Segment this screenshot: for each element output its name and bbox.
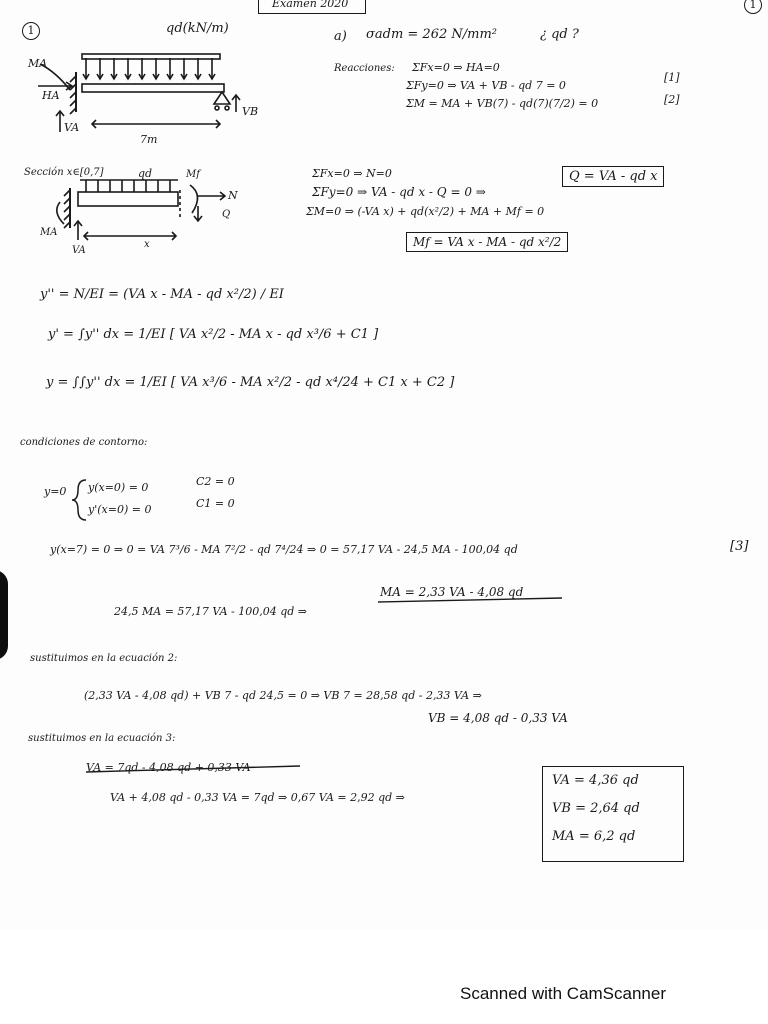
page-number-right: 1 [744,0,762,14]
load-arrows [83,58,215,79]
y-deflection: y = ∫∫y'' dx = 1/EI [ VA x³/6 - MA x²/2 - qd x⁴/24 + C1 x + C2 ] [46,375,455,390]
length-label: 7m [140,133,158,146]
ma-equation: 24,5 MA = 57,17 VA - 100,04 qd ⇒ [114,605,308,618]
section-load: qd [138,167,153,180]
sec-eq-fy: ΣFy=0 ⇒ VA - qd x - Q = 0 ⇒ [312,185,486,199]
section-q: Q [222,209,231,220]
result-vb: VB = 2,64 qd [552,801,640,816]
crossed-line: VA = 7qd - 4,08 qd + 0,33 VA [86,761,251,774]
problem-number-left: 1 [22,22,40,40]
sub-eq2: (2,33 VA - 4,08 qd) + VB 7 - qd 24,5 = 0 ⇒ VB 7 = 28,58 qd - 2,33 VA ⇒ [84,689,482,702]
section-ma: MA [40,227,58,238]
eq-1-tag: [1] [664,71,680,84]
load-label: qd(kN/m) [166,21,229,36]
mf-boxed: Mf = VA x - MA - qd x²/2 [406,232,568,252]
y-second-deriv: y'' = N/EI = (VA x - MA - qd x²/2) / EI [40,287,284,302]
result-ma: MA = 6,2 qd [552,829,636,844]
eq-fx: ΣFx=0 ⇒ HA=0 [412,61,500,74]
sec-eq-fx: ΣFx=0 ⇒ N=0 [312,167,392,180]
sub-eq3: VA + 4,08 qd - 0,33 VA = 7qd ⇒ 0,67 VA = 2,92 qd ⇒ [110,791,405,804]
n-arrow [198,192,225,200]
result-va: VA = 4,36 qd [552,773,639,788]
part-a-label: a) [334,29,347,44]
reacciones-label: Reacciones: [334,63,395,74]
brace [72,480,86,520]
exam-title: Examen 2020 [272,0,349,10]
vb-expression: VB = 4,08 qd - 0,33 VA [428,711,568,725]
boundary-r1: C2 = 0 [196,475,235,488]
section-label: Sección x∈[0,7] [24,167,104,178]
sec-eq-m: ΣM=0 ⇒ (-VA x) + qd(x²/2) + MA + Mf = 0 [306,205,545,218]
q-boxed: Q = VA - qd x [562,166,664,187]
beam-body [82,84,224,92]
qd-question: ¿ qd ? [540,27,579,42]
boundary-c2: y'(x=0) = 0 [88,503,152,516]
ha-label: HA [42,89,60,102]
ma-sec-arc [57,202,64,224]
section-mf: Mf [186,169,200,180]
eq-3-tag: [3] [730,539,749,554]
section-x: x [144,239,150,250]
vb-label: VB [242,105,259,118]
boundary-title: condiciones de contorno: [20,437,148,448]
ma-result: MA = 2,33 VA - 4,08 qd [380,585,524,599]
boundary-eq: y(x=7) = 0 ⇒ 0 = VA 7³/6 - MA 7²/2 - qd 7⁴/24 ⇒ 0 = 57,17 VA - 24,5 MA - 100,04 qd [50,543,518,556]
boundary-c1: y(x=0) = 0 [88,481,149,494]
eq-2-tag: [2] [664,93,680,106]
ma-label: MA [28,57,48,70]
va-label: VA [64,121,80,134]
sub-eq3-title: sustituimos en la ecuación 3: [28,733,176,744]
section-va: VA [72,245,86,256]
load-band [82,54,220,59]
section-n: N [228,189,238,202]
boundary-r2: C1 = 0 [196,497,235,510]
section-diagram [57,180,225,240]
sigma-adm: σadm = 262 N/mm² [366,27,497,42]
y-first-deriv: y' = ∫y'' dx = 1/EI [ VA x²/2 - MA x - qd x³/6 + C1 ] [48,327,379,342]
eq-fy: ΣFy=0 ⇒ VA + VB - qd 7 = 0 [406,79,566,92]
mf-arc [190,185,198,213]
roller-support [214,92,230,104]
boundary-cond-label: y=0 [44,485,67,498]
eq-m: ΣM = MA + VB(7) - qd(7)(7/2) = 0 [406,97,599,110]
scanner-watermark: Scanned with CamScanner [460,984,667,1003]
sub-eq2-title: sustituimos en la ecuación 2: [30,653,178,664]
